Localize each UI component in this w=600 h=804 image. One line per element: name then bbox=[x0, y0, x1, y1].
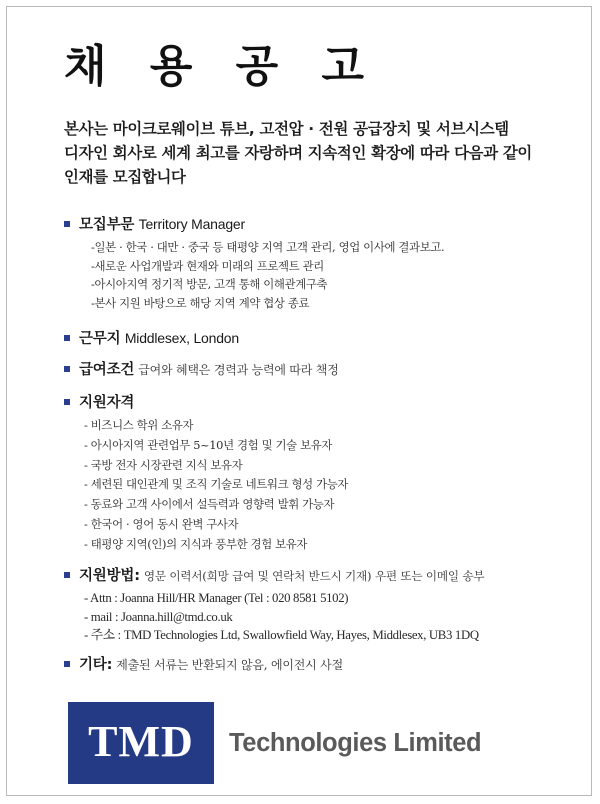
location-value: Middlesex, London bbox=[124, 330, 239, 346]
list-item: -새로운 사업개발과 현재와 미래의 프로젝트 관리 bbox=[91, 258, 324, 273]
contact-attn: - Attn : Joanna Hill/HR Manager (Tel : 020 8581 5102) bbox=[84, 591, 349, 605]
section-label: 기타: bbox=[79, 657, 113, 673]
logo-mark: TMD bbox=[88, 717, 194, 766]
list-item: - 세련된 대인관계 및 조직 기술로 네트워크 형성 가능자 bbox=[84, 477, 349, 492]
section-heading bbox=[64, 214, 584, 235]
intro-line: 본사는 마이크로웨이브 튜브, 고전압 · 전원 공급장치 및 서브시스템 bbox=[64, 120, 509, 138]
list-item: -아시아지역 정기적 방문, 고객 통해 이해관계구축 bbox=[91, 277, 328, 292]
section-salary bbox=[64, 360, 584, 380]
position-title: Territory Manager bbox=[138, 216, 245, 232]
section-recruit bbox=[64, 214, 584, 312]
section-heading bbox=[64, 655, 584, 675]
section-heading bbox=[64, 328, 584, 349]
section-other bbox=[64, 655, 584, 675]
section-location bbox=[64, 328, 584, 349]
section-label: 근무지 bbox=[79, 331, 121, 347]
intro-line: 인재를 모집합니다 bbox=[64, 168, 186, 186]
qualification-list bbox=[84, 416, 584, 555]
contact-email: - mail : Joanna.hill@tmd.co.uk bbox=[84, 609, 233, 624]
square-bullet-icon bbox=[64, 572, 70, 578]
section-label: 지원자격 bbox=[79, 395, 135, 411]
square-bullet-icon bbox=[64, 366, 70, 372]
apply-method: 영문 이력서(희망 급여 및 연락처 반드시 기재) 우편 또는 이메일 송부 bbox=[143, 569, 485, 583]
other-note: 제출된 서류는 반환되지 않음, 에이전시 사절 bbox=[116, 658, 343, 672]
list-item: - 국방 전자 시장관련 지식 보유자 bbox=[84, 457, 243, 472]
intro-line: 디자인 회사로 세계 최고를 자랑하며 지속적인 확장에 따라 다음과 같이 bbox=[64, 144, 532, 162]
section-heading bbox=[64, 566, 584, 586]
list-item: -일본 · 한국 · 대만 · 중국 등 태평양 지역 고객 관리, 영업 이사에 결과보고. bbox=[91, 240, 445, 254]
list-item: - 아시아지역 관련업무 5~10년 경험 및 기술 보유자 bbox=[84, 437, 333, 452]
square-bullet-icon bbox=[64, 399, 70, 405]
section-heading bbox=[64, 360, 584, 380]
section-label: 지원방법: bbox=[79, 568, 140, 584]
square-bullet-icon bbox=[64, 221, 70, 227]
section-label: 급여조건 bbox=[79, 362, 135, 378]
list-item: - 태평양 지역(인)의 지식과 풍부한 경험 보유자 bbox=[84, 536, 308, 551]
section-label: 모집부문 bbox=[79, 217, 135, 233]
section-apply bbox=[64, 566, 584, 645]
contact-list bbox=[84, 589, 584, 645]
section-qualifications bbox=[64, 393, 584, 555]
list-item: - 비즈니스 학위 소유자 bbox=[84, 418, 194, 432]
page-title: 채 용 공 고 bbox=[64, 41, 378, 92]
duty-list bbox=[91, 238, 584, 312]
salary-value: 급여와 혜택은 경력과 능력에 따라 책정 bbox=[138, 363, 339, 377]
list-item: -본사 지원 바탕으로 해당 지역 계약 협상 종료 bbox=[91, 295, 310, 310]
list-item: - 동료와 고객 사이에서 설득력과 영향력 발휘 가능자 bbox=[84, 497, 335, 512]
square-bullet-icon bbox=[64, 661, 70, 667]
company-name: Technologies Limited bbox=[229, 729, 482, 757]
contact-address: - 주소 : TMD Technologies Ltd, Swallowfield Way, Hayes, Middlesex, UB3 1DQ bbox=[84, 628, 479, 643]
intro-paragraph bbox=[64, 117, 584, 189]
square-bullet-icon bbox=[64, 335, 70, 341]
tmd-logo bbox=[68, 702, 214, 784]
list-item: - 한국어 · 영어 동시 완벽 구사자 bbox=[84, 516, 239, 531]
section-heading bbox=[64, 393, 584, 413]
